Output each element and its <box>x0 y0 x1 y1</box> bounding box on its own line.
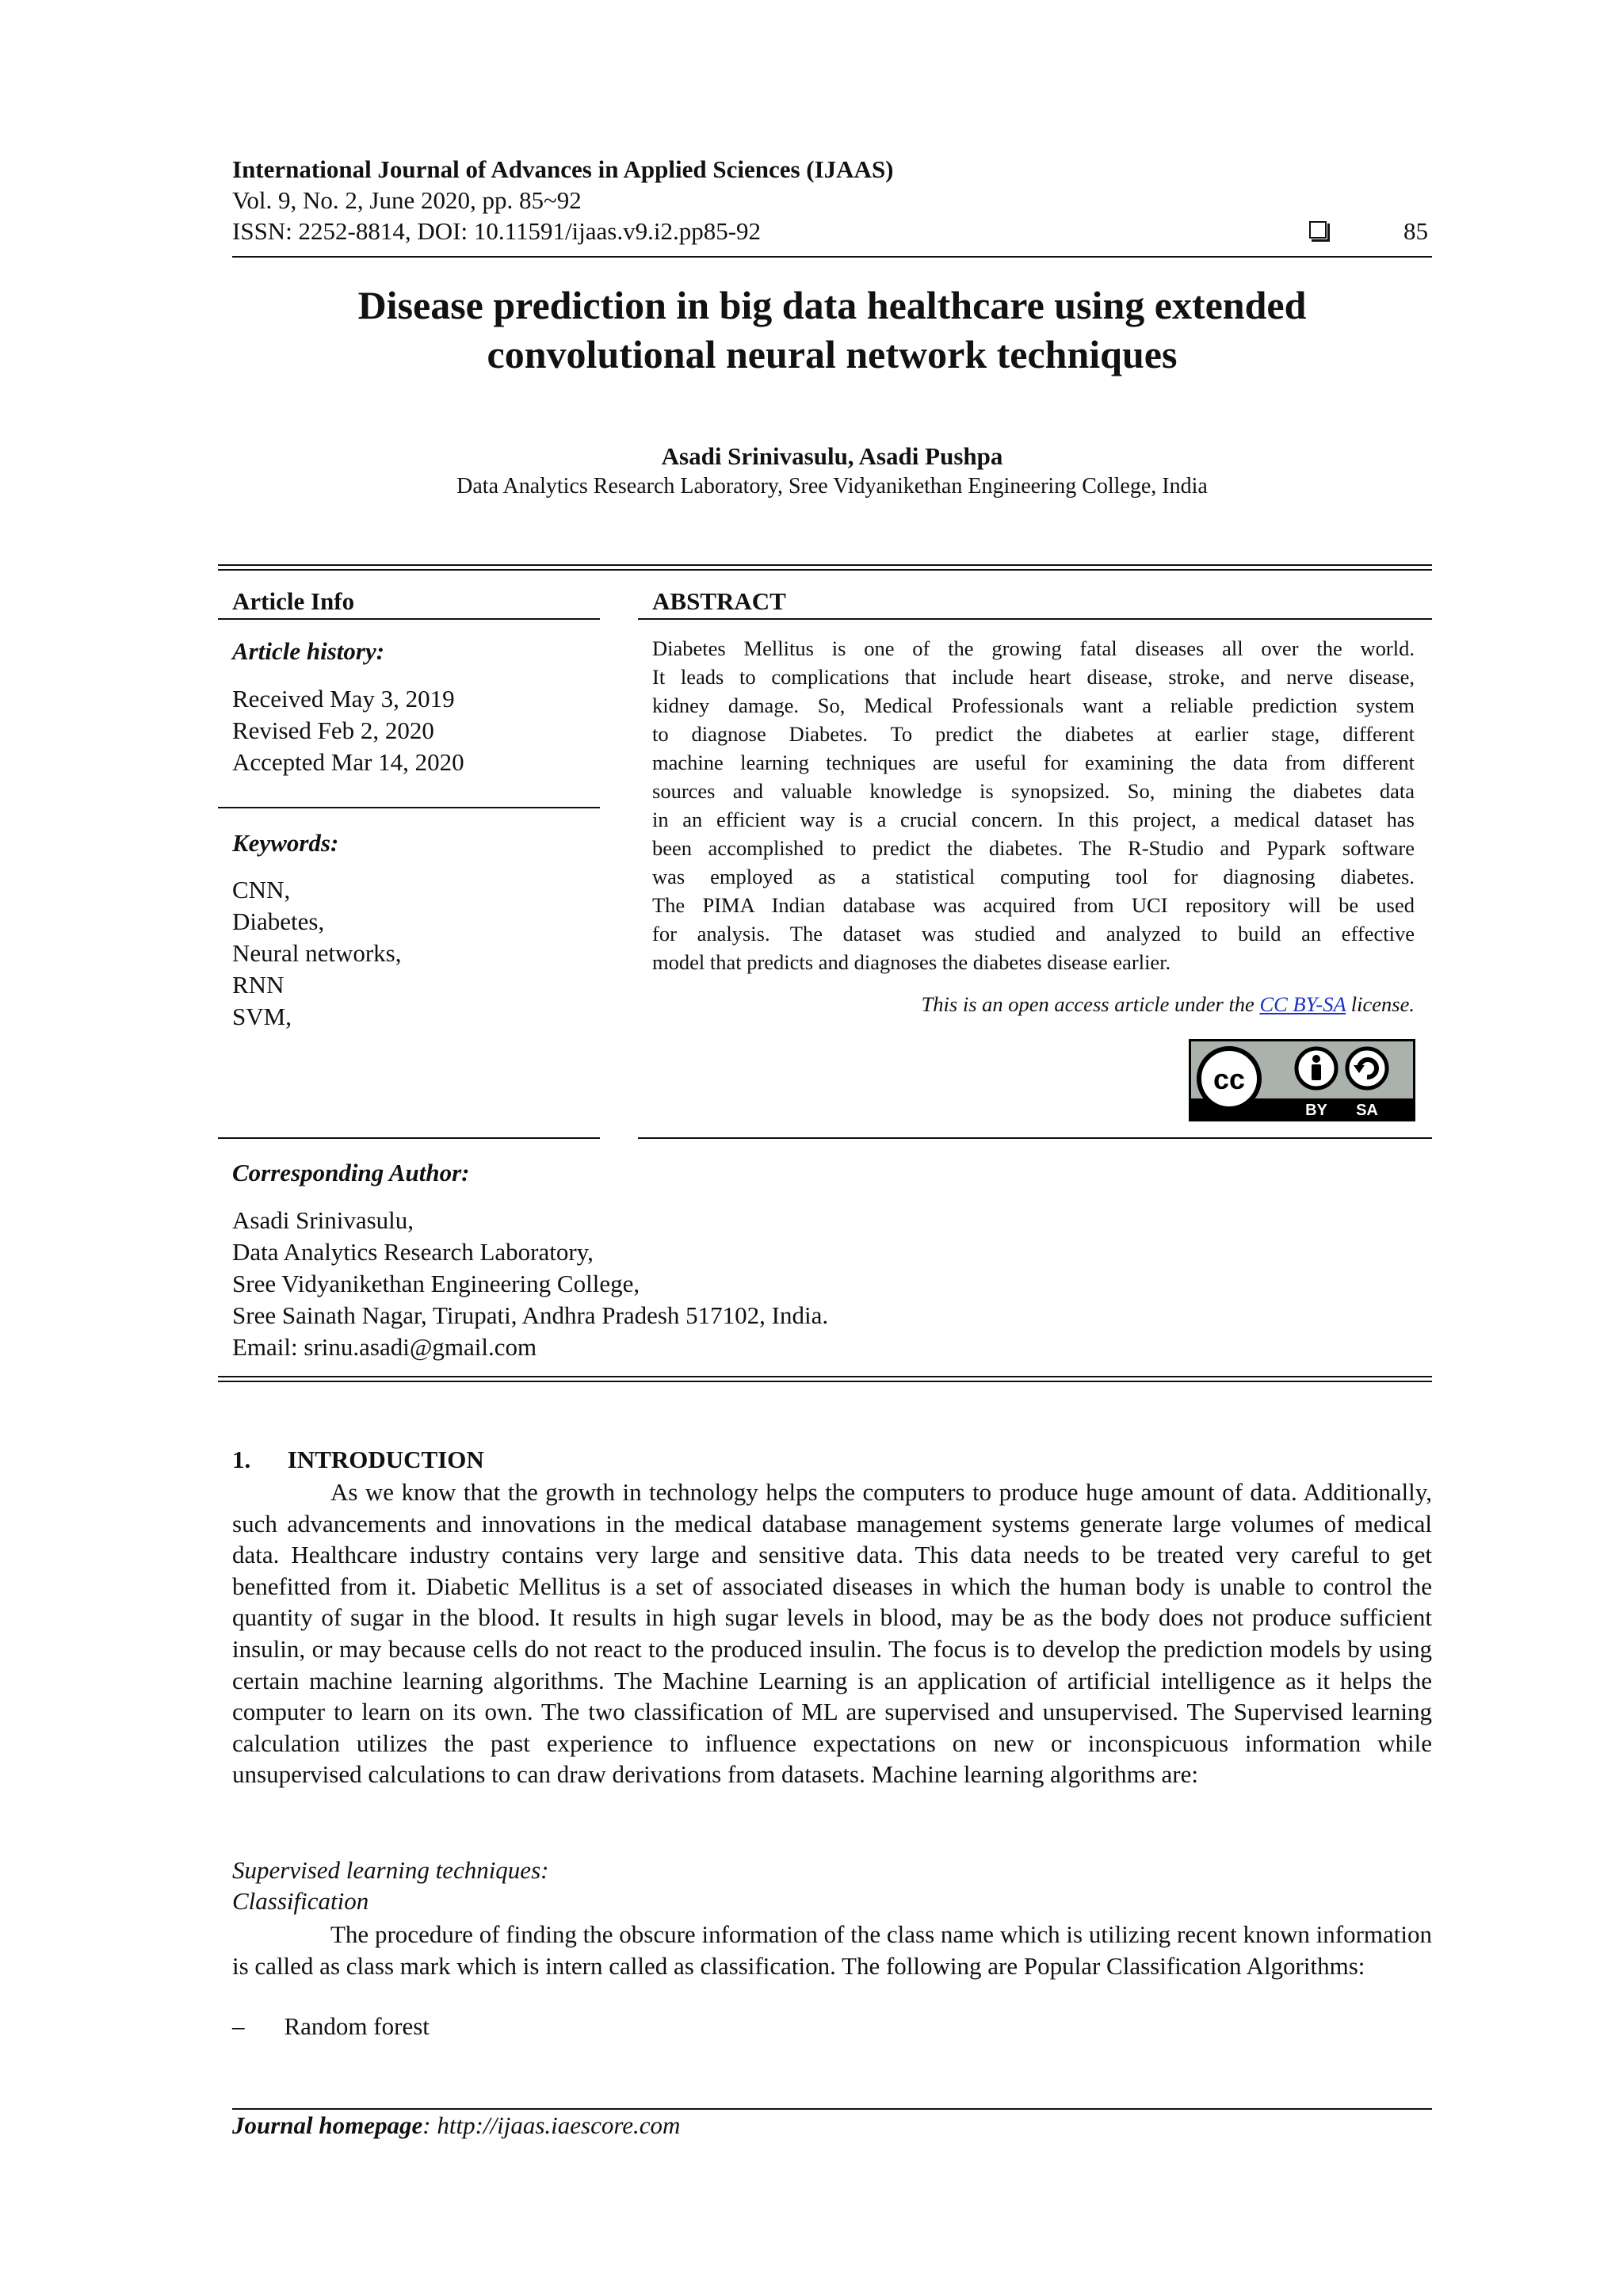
article-info-heading: Article Info <box>232 587 355 615</box>
abstract-line: The PIMA Indian database was acquired from UCI repository will be used <box>652 893 1415 917</box>
author-name-line: Asadi Srinivasulu, <box>232 1206 414 1234</box>
homepage-url[interactable]: : http://ijaas.iaescore.com <box>422 2111 681 2139</box>
list-item-text: Random forest <box>284 2012 430 2040</box>
keyword-item: CNN, <box>232 876 291 904</box>
keyword-item: SVM, <box>232 1003 292 1030</box>
cc-letters: cc <box>1212 1063 1246 1095</box>
abstract-line: to diagnose Diabetes. To predict the diabetes at earlier stage, different <box>652 722 1415 746</box>
title-line-1: Disease prediction in big data healthcare using extended <box>357 283 1307 327</box>
revised-date: Revised Feb 2, 2020 <box>232 716 434 744</box>
abstract-line: kidney damage. So, Medical Professionals want a reliable prediction system <box>652 693 1415 717</box>
received-date: Received May 3, 2019 <box>232 685 455 712</box>
page-number: 85 <box>1403 217 1428 245</box>
license-suffix: license. <box>1346 992 1415 1016</box>
info-box-bottom-rule <box>218 1376 1432 1382</box>
sa-share-icon <box>1347 1049 1387 1088</box>
square-bullet-icon <box>1309 221 1327 239</box>
accepted-date: Accepted Mar 14, 2020 <box>232 748 464 776</box>
corresponding-author-details <box>232 1205 828 1363</box>
info-box-top-rule <box>218 564 1432 571</box>
keyword-item: RNN <box>232 971 285 999</box>
list-dash: – <box>232 2012 245 2040</box>
supervised-subheading: Supervised learning techniques: <box>232 1856 549 1884</box>
introduction-heading: 1. INTRODUCTION <box>232 1446 484 1473</box>
lab-line: Data Analytics Research Laboratory, <box>232 1238 594 1266</box>
abstract-rule <box>638 618 1432 620</box>
cc-by-sa-badge[interactable] <box>1189 1039 1415 1121</box>
abstract-line: in an efficient way is a crucial concern. In this project, a medical dataset has <box>652 808 1415 831</box>
keyword-item: Diabetes, <box>232 907 325 935</box>
address-line: Sree Sainath Nagar, Tirupati, Andhra Pradesh 517102, India. <box>232 1301 829 1329</box>
abstract-line: It leads to complications that include heart disease, stroke, and nerve disease, <box>652 665 1415 689</box>
abstract-line: was employed as a statistical computing tool for diagnosing diabetes. <box>652 865 1415 888</box>
homepage-label: Journal homepage <box>232 2111 423 2139</box>
abstract-line: sources and valuable knowledge is synopsized. So, mining the diabetes data <box>652 779 1415 803</box>
keyword-item: Neural networks, <box>232 939 402 967</box>
classification-paragraph: The procedure of finding the obscure information of the class name which is utilizing recent known information is called as class mark which is intern called as classification. The following are Popular Classification Algorithms: <box>232 1920 1432 1980</box>
article-history-list <box>232 683 464 778</box>
license-statement <box>652 992 1415 1017</box>
journal-homepage <box>232 2111 680 2140</box>
volume-info: Vol. 9, No. 2, June 2020, pp. 85~92 <box>232 186 582 214</box>
keywords-heading: Keywords: <box>232 829 339 857</box>
introduction-paragraph: As we know that the growth in technology helps the computers to produce huge amount of data. Additionally, such advancements and innovations in the medical database management systems generate large volumes of medical data. Healthcare industry contains very large and sensitive data. This data needs to be treated very careful to get benefitted from it. Diabetic Mellitus is a set of associated diseases in which the human body is unable to control the quantity of sugar in the blood. It results in high sugar levels in blood, may be as the body does not produce sufficient insulin, or may because cells do not react to the produced insulin. The focus is to develop the prediction models by using certain machine learning algorithms. The Machine Learning is an application of artificial intelligence as it helps the computer to learn on its own. The two classification of ML are supervised and unsupervised. The Supervised learning calculation utilizes the past experience to influence expectations on new or inconspicuous information while unsupervised calculations to can draw derivations from datasets. Machine learning algorithms are: <box>232 1478 1432 1789</box>
history-rule <box>218 807 600 808</box>
abstract-line: for analysis. The dataset was studied and analyzed to build an effective <box>652 922 1415 946</box>
footer-rule <box>232 2108 1432 2110</box>
issn-doi: ISSN: 2252-8814, DOI: 10.11591/ijaas.v9.i2.pp85-92 <box>232 217 762 245</box>
abstract-line: machine learning techniques are useful for examining the data from different <box>652 751 1415 774</box>
cc-by-sa-link[interactable]: CC BY-SA <box>1259 992 1346 1016</box>
journal-name: International Journal of Advances in Applied Sciences (IJAAS) <box>232 155 894 183</box>
abstract-line: Diabetes Mellitus is one of the growing fatal diseases all over the world. <box>652 636 1415 660</box>
license-prefix: This is an open access article under the <box>921 992 1260 1016</box>
by-label: BY <box>1305 1102 1327 1119</box>
keywords-rule <box>218 1137 600 1139</box>
paper-title <box>232 281 1432 379</box>
abstract-heading: ABSTRACT <box>652 587 786 615</box>
cc-badge-graphic <box>1191 1041 1413 1119</box>
abstract-line: been accomplished to predict the diabetes. The R-Studio and Pypark software <box>652 836 1415 860</box>
article-info-rule <box>218 618 600 620</box>
author-affiliation: Data Analytics Research Laboratory, Sree Vidyanikethan Engineering College, India <box>456 474 1208 499</box>
author-names: Asadi Srinivasulu, Asadi Pushpa <box>661 442 1003 470</box>
header-rule <box>232 256 1432 258</box>
abstract-line: model that predicts and diagnoses the diabetes disease earlier. <box>652 950 1171 974</box>
college-line: Sree Vidyanikethan Engineering College, <box>232 1270 640 1297</box>
title-line-2: convolutional neural network techniques <box>487 332 1178 376</box>
corresponding-author-heading: Corresponding Author: <box>232 1159 470 1186</box>
classification-subheading: Classification <box>232 1887 369 1915</box>
abstract-body <box>652 634 1415 976</box>
email-line: Email: srinu.asadi@gmail.com <box>232 1333 537 1361</box>
list-item <box>232 2012 430 2041</box>
article-history-heading: Article history: <box>232 637 385 665</box>
sa-label: SA <box>1356 1102 1378 1119</box>
abstract-bottom-rule <box>638 1137 1432 1139</box>
keywords-list <box>232 874 402 1033</box>
